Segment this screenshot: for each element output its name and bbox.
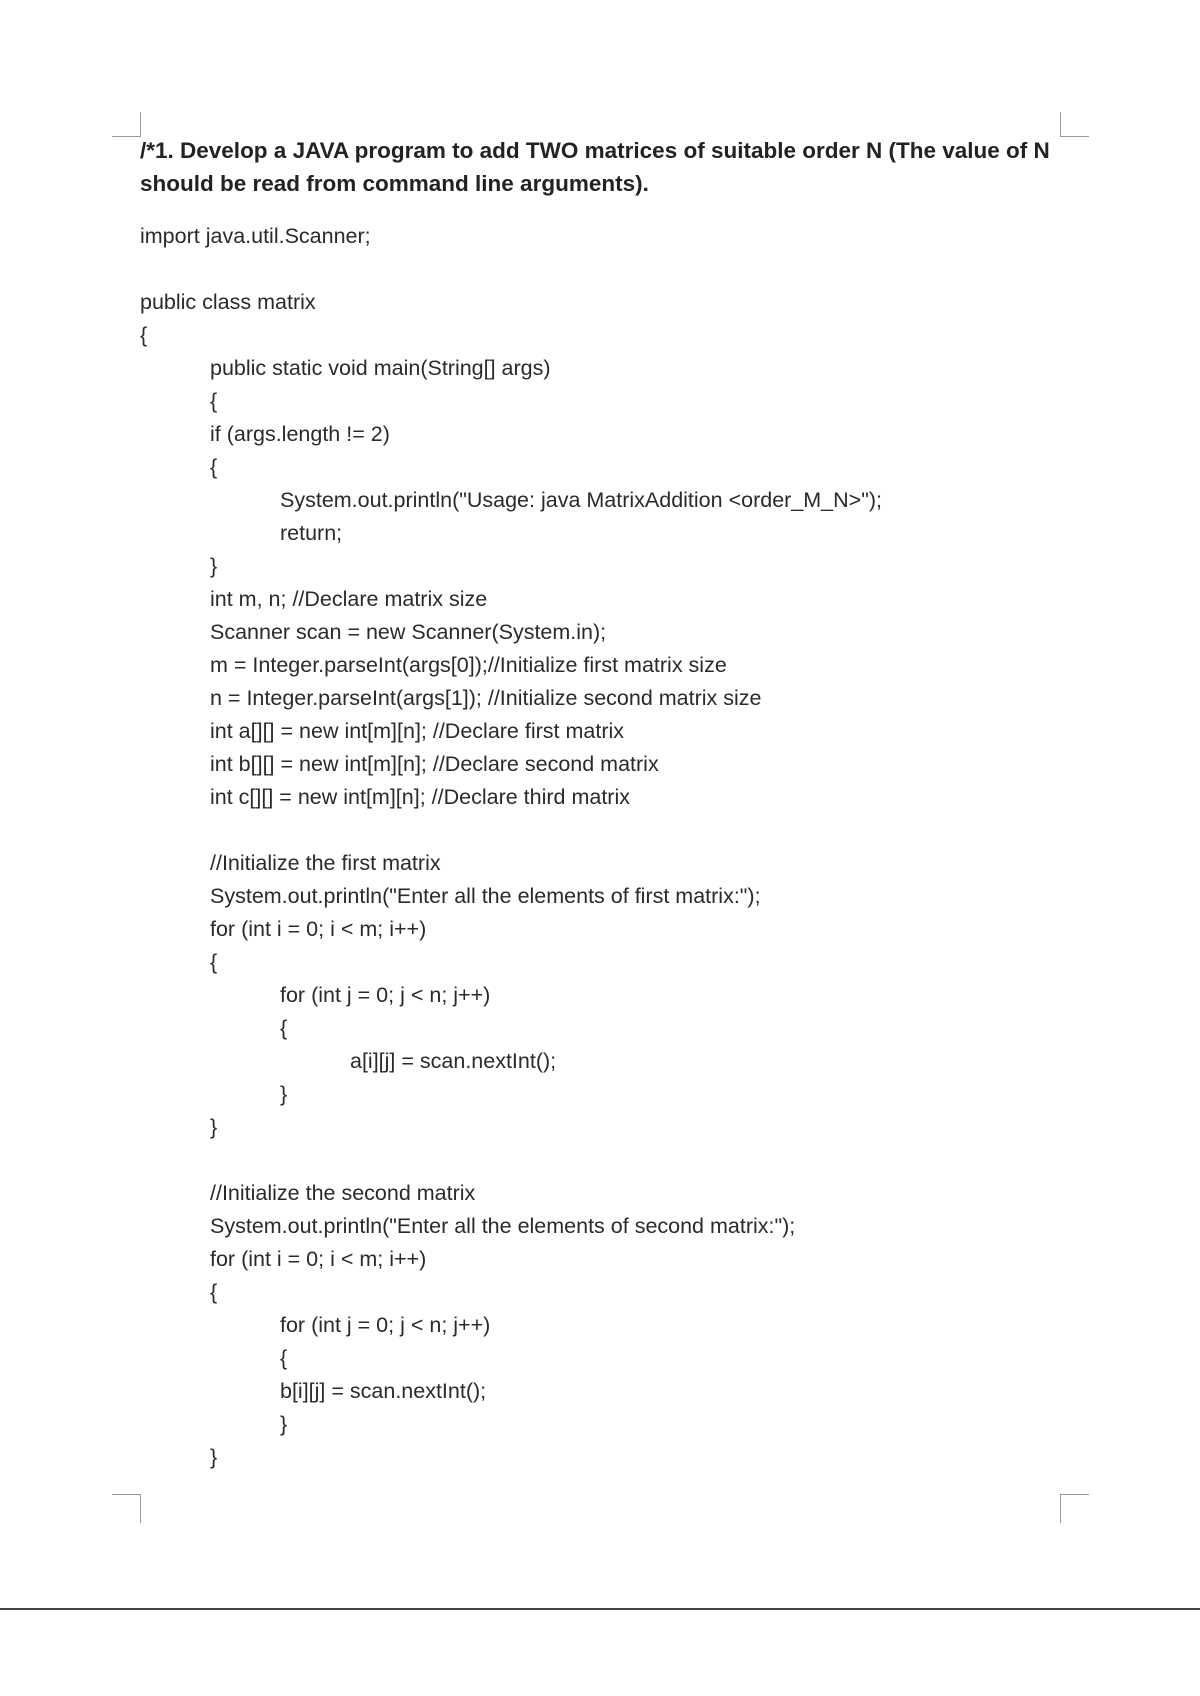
margin-corner-mark: [1060, 1494, 1089, 1523]
code-line: if (args.length != 2): [210, 422, 390, 446]
margin-corner-mark: [112, 112, 141, 137]
code-line: public class matrix: [140, 290, 316, 314]
code-line: return;: [280, 521, 343, 545]
code-line: int b[][] = new int[m][n]; //Declare second matrix: [210, 752, 659, 776]
code-line: for (int j = 0; j < n; j++): [280, 1313, 491, 1337]
code-line: Scanner scan = new Scanner(System.in);: [210, 620, 607, 644]
code-line: for (int j = 0; j < n; j++): [280, 983, 491, 1007]
code-line: System.out.println("Enter all the elements of first matrix:");: [210, 884, 761, 908]
code-line: n = Integer.parseInt(args[1]); //Initialize second matrix size: [210, 686, 762, 710]
code-line: int c[][] = new int[m][n]; //Declare third matrix: [210, 785, 630, 809]
code-line: b[i][j] = scan.nextInt();: [280, 1379, 487, 1403]
code-line: }: [210, 1115, 218, 1139]
code-line: import java.util.Scanner;: [140, 224, 371, 248]
heading-line-2: should be read from command line arguments).: [140, 171, 649, 196]
code-line: }: [280, 1412, 288, 1436]
margin-corner-mark: [112, 1494, 141, 1523]
code-line: {: [210, 950, 218, 974]
code-line: {: [280, 1346, 288, 1370]
code-line: }: [280, 1082, 288, 1106]
code-line: public static void main(String[] args): [210, 356, 551, 380]
code-line: {: [140, 323, 148, 347]
code-line: int m, n; //Declare matrix size: [210, 587, 488, 611]
code-line: {: [280, 1016, 288, 1040]
code-line: for (int i = 0; i < m; i++): [210, 1247, 427, 1271]
code-line: //Initialize the first matrix: [210, 851, 441, 875]
code-line: {: [210, 1280, 218, 1304]
question-heading: [140, 134, 1070, 200]
code-line: //Initialize the second matrix: [210, 1181, 476, 1205]
code-line: m = Integer.parseInt(args[0]);//Initialize first matrix size: [210, 653, 727, 677]
code-line: {: [210, 455, 218, 479]
heading-line-1: /*1. Develop a JAVA program to add TWO matrices of suitable order N (The value of N: [140, 138, 1050, 163]
code-line: }: [210, 1445, 218, 1469]
code-line: }: [210, 554, 218, 578]
code-line: int a[][] = new int[m][n]; //Declare first matrix: [210, 719, 625, 743]
code-line: for (int i = 0; i < m; i++): [210, 917, 427, 941]
code-line: {: [210, 389, 218, 413]
page-bottom-rule: [0, 1608, 1200, 1610]
code-line: System.out.println("Usage: java MatrixAddition <order_M_N>");: [280, 488, 882, 512]
code-line: a[i][j] = scan.nextInt();: [350, 1049, 557, 1073]
code-line: System.out.println("Enter all the elements of second matrix:");: [210, 1214, 796, 1238]
